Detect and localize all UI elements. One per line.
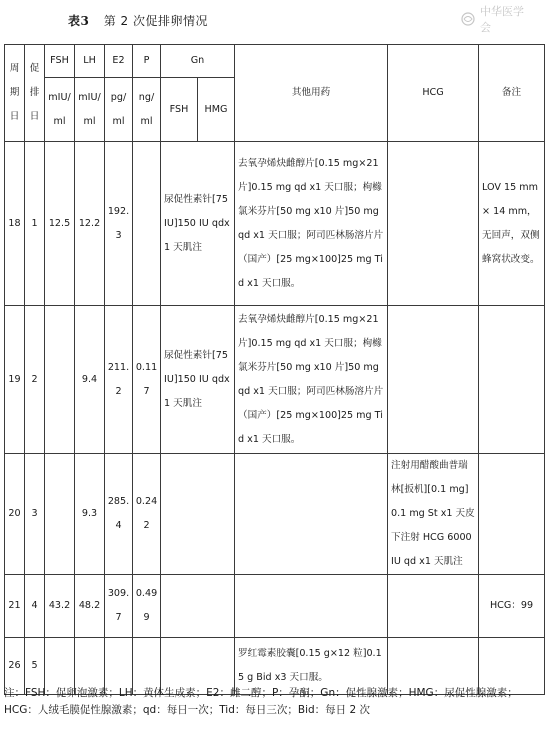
cell-p xyxy=(133,142,161,306)
cell-gn-fsh xyxy=(161,454,235,575)
header-e2-unit: pg/ml xyxy=(105,78,133,142)
stimulation-table xyxy=(4,44,545,695)
cell-fsh: 12.5 xyxy=(45,142,75,306)
watermark-logo xyxy=(460,5,524,34)
header-stim-day: 促排日 xyxy=(25,45,45,142)
cell-stim-day: 4 xyxy=(25,575,45,638)
cell-remarks xyxy=(479,454,545,575)
header-cycle-day: 周期日 xyxy=(5,45,25,142)
header-fsh-unit: mIU/ml xyxy=(45,78,75,142)
header-remarks: 备注 xyxy=(479,45,545,142)
cell-remarks: HCG：99 xyxy=(479,575,545,638)
cell-fsh: 43.2 xyxy=(45,575,75,638)
cell-stim-day: 1 xyxy=(25,142,45,306)
header-gn: Gn xyxy=(161,45,235,78)
table-row xyxy=(5,142,545,306)
table-row xyxy=(5,306,545,454)
cell-lh: 9.4 xyxy=(75,306,105,454)
header-lh: LH xyxy=(75,45,105,78)
header-e2: E2 xyxy=(105,45,133,78)
cell-stim-day: 2 xyxy=(25,306,45,454)
cell-lh: 48.2 xyxy=(75,575,105,638)
cell-other-drugs: 去氧孕烯炔雌醇片[0.15 mg×21 片]0.15 mg qd x1 天口服；枸橼氯米芬片[50 mg x10 片]50 mg qd x1 天口服；阿司匹林肠溶片片（国产）[25 mg×100]25 mg Tid x1 天口服。 xyxy=(235,142,388,306)
cell-hcg xyxy=(388,306,479,454)
cell-e2: 309.7 xyxy=(105,575,133,638)
watermark-emblem-icon xyxy=(460,12,476,26)
cell-p: 0.499 xyxy=(133,575,161,638)
cell-other-drugs: 去氧孕烯炔雌醇片[0.15 mg×21 片]0.15 mg qd x1 天口服；枸橼氯米芬片[50 mg x10 片]50 mg qd x1 天口服；阿司匹林肠溶片片（国产）[25 mg×100]25 mg Tid x1 天口服。 xyxy=(235,306,388,454)
cell-cycle-day: 19 xyxy=(5,306,25,454)
table-row xyxy=(5,575,545,638)
cell-gn-fsh: 尿促性素针[75 IU]150 IU qdx1 天肌注 xyxy=(161,306,235,454)
header-gn-fsh: FSH xyxy=(161,78,198,142)
header-row-1 xyxy=(5,45,545,78)
cell-cycle-day: 20 xyxy=(5,454,25,575)
cell-cycle-day: 21 xyxy=(5,575,25,638)
table-row xyxy=(5,454,545,575)
cell-lh: 12.2 xyxy=(75,142,105,306)
cell-hcg xyxy=(388,575,479,638)
cell-fsh xyxy=(45,454,75,575)
header-gn-hmg: HMG xyxy=(198,78,235,142)
watermark-text: 中华医学会 xyxy=(480,5,524,34)
cell-hcg xyxy=(388,142,479,306)
cell-e2: 192.3 xyxy=(105,142,133,306)
cell-gn-fsh xyxy=(161,575,235,638)
table-title xyxy=(68,12,208,29)
cell-p: 0.117 xyxy=(133,306,161,454)
cell-other-drugs xyxy=(235,454,388,575)
header-hcg: HCG xyxy=(388,45,479,142)
cell-gn-fsh: 尿促性素针[75 IU]150 IU qdx1 天肌注 xyxy=(161,142,235,306)
header-fsh: FSH xyxy=(45,45,75,78)
cell-fsh xyxy=(45,306,75,454)
cell-other-drugs xyxy=(235,575,388,638)
cell-lh: 9.3 xyxy=(75,454,105,575)
header-p: P xyxy=(133,45,161,78)
header-lh-unit: mIU/ml xyxy=(75,78,105,142)
header-p-unit: ng/ml xyxy=(133,78,161,142)
cell-cycle-day: 26 xyxy=(5,638,25,695)
cell-stim-day: 3 xyxy=(25,454,45,575)
cell-p: 0.242 xyxy=(133,454,161,575)
cell-cycle-day: 18 xyxy=(5,142,25,306)
cell-e2: 211.2 xyxy=(105,306,133,454)
header-other-drugs: 其他用药 xyxy=(235,45,388,142)
cell-stim-day: 5 xyxy=(25,638,45,695)
cell-remarks: LOV 15 mm × 14 mm，无回声，双侧蜂窝状改变。 xyxy=(479,142,545,306)
cell-e2: 285.4 xyxy=(105,454,133,575)
cell-remarks xyxy=(479,306,545,454)
table-footnote: 注：FSH：促卵泡激素；LH：黄体生成素；E2：雌二醇；P：孕酮；Gn：促性腺激素；HMG：尿促性腺激素；HCG：人绒毛膜促性腺激素；qd：每日一次；Tid：每日三次；Bid：每日 2 次 xyxy=(4,687,518,716)
cell-other-drugs: 罗红霉素胶囊[0.15 g×12 粒]0.15 g Bid x3 天口服。 xyxy=(235,638,388,695)
table-caption: 第 2 次促排卵情况 xyxy=(103,14,208,28)
table-number: 表3 xyxy=(68,14,90,28)
cell-hcg: 注射用醋酸曲普瑞林[扳机][0.1 mg]0.1 mg St x1 天皮下注射 HCG 6000 IU qd x1 天肌注 xyxy=(388,454,479,575)
